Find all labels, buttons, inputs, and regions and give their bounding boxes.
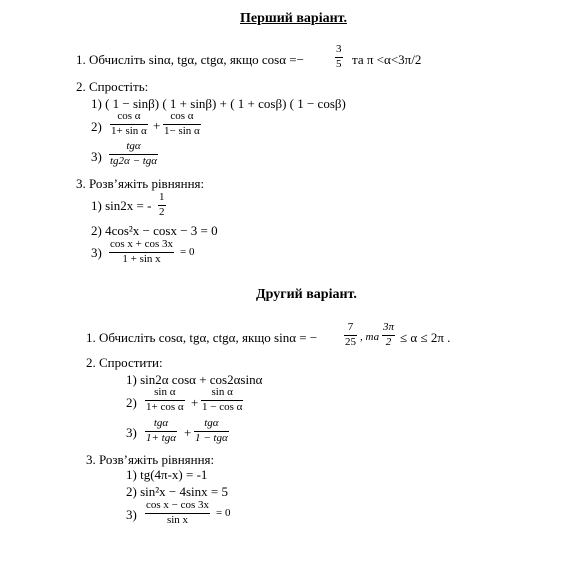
- v1-task3-item3-tail: = 0: [180, 246, 195, 258]
- v1-task1-tail: та π <α<3π/2: [352, 52, 422, 67]
- fraction-numerator: 7: [347, 321, 354, 333]
- v2-task3-item3-label: 3): [126, 507, 137, 522]
- v2-task1-mid: , та: [360, 331, 380, 343]
- fraction-denominator: 1 + sin x: [122, 252, 161, 265]
- fraction-numerator: cos x − cos 3x: [146, 499, 210, 511]
- fraction-denominator: 1 − tgα: [195, 431, 228, 444]
- fraction-denominator: 1+ cos α: [146, 400, 184, 413]
- v2-task1-fraction: [344, 322, 357, 348]
- fraction-denominator: 1+ tgα: [146, 431, 177, 444]
- v2-task3-item3-tail: = 0: [216, 507, 231, 519]
- fraction-denominator: 1+ sin α: [111, 124, 147, 137]
- v2-task2-item2-fraction2: [201, 387, 243, 413]
- v2-task2-item3-fraction2: [194, 418, 229, 444]
- plus-sign: +: [153, 118, 161, 133]
- v2-task1-text: 1. Обчисліть cosα, tgα, ctgα, якщо sinα = −: [86, 330, 318, 345]
- fraction-numerator: sin α: [211, 386, 233, 398]
- fraction-numerator: cos α: [117, 110, 141, 122]
- fraction-numerator: sin α: [154, 386, 176, 398]
- v2-task2-item1: 1) sin2α cosα + cos2αsinα: [126, 372, 263, 387]
- v1-task1-fraction: [335, 44, 343, 70]
- fraction-numerator: tgα: [126, 140, 141, 152]
- v2-task3-heading: 3. Розв’яжіть рівняння:: [86, 452, 215, 467]
- fraction-denominator: 2: [385, 335, 392, 348]
- v2-task2-heading: 2. Спростити:: [86, 355, 163, 370]
- v1-task2-item1: 1) ( 1 − sinβ) ( 1 + sinβ) + ( 1 + cosβ) ( 1 − cosβ): [91, 96, 346, 111]
- plus-sign: +: [184, 425, 192, 440]
- v2-task3-item3-fraction: [145, 500, 210, 526]
- v1-task2-item3-fraction: [109, 141, 158, 167]
- v1-task3-item3-fraction: [109, 239, 174, 265]
- v1-task3-heading: 3. Розв’яжіть рівняння:: [76, 176, 205, 191]
- v2-task2-item3-label: 3): [126, 425, 137, 440]
- v1-task3-item3-label: 3): [91, 245, 102, 260]
- v2-task1-tail: ≤ α ≤ 2π .: [400, 330, 451, 345]
- v1-task1-text: [76, 53, 304, 66]
- v1-task2-item2-fraction2: [163, 111, 201, 137]
- v1-task3-item2: 2) 4cos²x − cosx − 3 = 0: [91, 223, 218, 238]
- fraction-numerator: cos α: [170, 110, 194, 122]
- v2-task3-item2: 2) sin²x − 4sinx = 5: [126, 484, 228, 499]
- fraction-denominator: 5: [336, 57, 342, 70]
- v1-task3-item1-fraction: [158, 192, 166, 218]
- v1-task1-body: Обчисліть sinα, tgα, ctgα, якщо cosα =−: [89, 52, 304, 67]
- fraction-denominator: 2: [159, 205, 165, 218]
- fraction-numerator: 1: [159, 191, 165, 203]
- v2-task3-item1: 1) tg(4π-x) = -1: [126, 467, 208, 482]
- v2-task2-item2-fraction1: [145, 387, 185, 413]
- v2-task2-item3-fraction1: [145, 418, 177, 444]
- fraction-denominator: 1− sin α: [164, 124, 200, 137]
- variant2-title: Другий варіант.: [256, 287, 357, 302]
- fraction-denominator: tg2α − tgα: [110, 154, 158, 167]
- fraction-numerator: cos x + cos 3x: [110, 238, 174, 250]
- fraction-denominator: 25: [345, 335, 356, 348]
- v1-task1-number: 1.: [76, 52, 86, 67]
- v2-task2-item2-label: 2): [126, 395, 137, 410]
- fraction-numerator: 3π: [383, 321, 395, 333]
- v1-task2-heading: 2. Спростіть:: [76, 79, 149, 94]
- plus-sign: +: [191, 395, 199, 410]
- v2-task1-fraction2: [382, 322, 395, 348]
- fraction-numerator: 3: [336, 43, 342, 55]
- v1-task2-item3-label: 3): [91, 149, 102, 164]
- fraction-numerator: tgα: [153, 417, 169, 429]
- fraction-numerator: tgα: [204, 417, 219, 429]
- v1-task2-item2-label: 2): [91, 119, 102, 134]
- fraction-denominator: 1 − cos α: [202, 400, 243, 413]
- v1-task3-item1-label: 1) sin2x = -: [91, 198, 152, 213]
- v1-task2-item2-fraction1: [110, 111, 148, 137]
- fraction-denominator: sin x: [166, 513, 189, 526]
- variant1-title: Перший варіант.: [240, 11, 347, 26]
